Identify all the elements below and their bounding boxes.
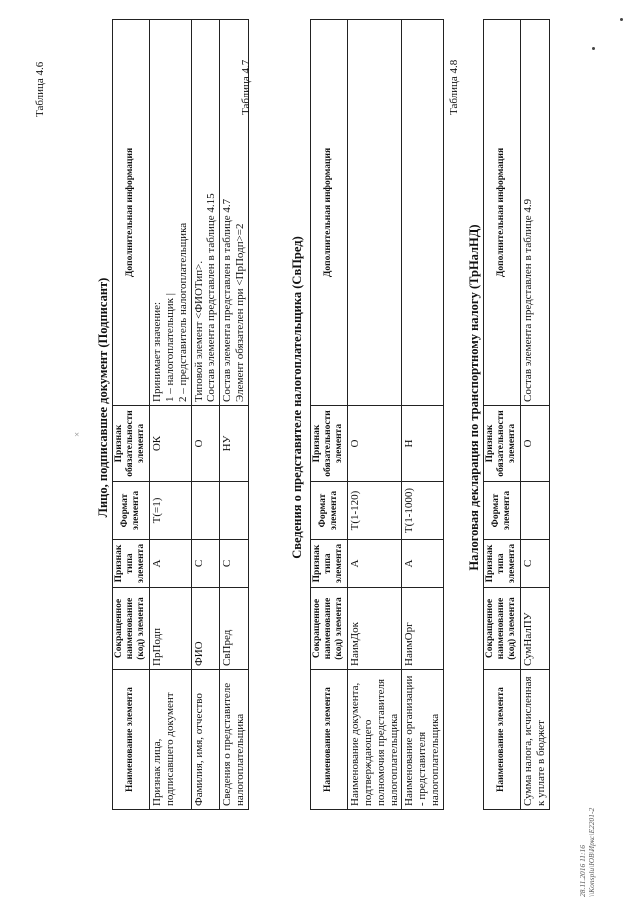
cell-required: ОК xyxy=(149,406,191,482)
cell-required: О xyxy=(191,406,220,482)
file-path: \\Konsplu\ЮВ\Иркс\Е2201-2 xyxy=(587,807,597,897)
cell-code: СвПред xyxy=(220,588,249,670)
cell-name: Фамилия, имя, отчество xyxy=(191,670,220,810)
cell-name: Сведения о представителе налогоплательщика xyxy=(220,670,249,810)
cell-info: Состав элемента представлен в таблице 4.7 Элемент обязателен при <ПрПодп>=2 xyxy=(220,20,249,406)
table-row xyxy=(347,20,402,810)
header-type: Признак типа элемента xyxy=(484,540,521,588)
header-code: Сокращенное наименование (код) элемента xyxy=(311,588,348,670)
table-4-7-title: Сведения о представителе налогоплательщика (СвПред) xyxy=(290,236,304,559)
table-row xyxy=(520,20,549,810)
cell-info: Состав элемента представлен в таблице 4.9 xyxy=(520,20,549,406)
header-required: Признак обязательности элемента xyxy=(113,406,150,482)
cell-code: ПрПодп xyxy=(149,588,191,670)
cell-name: Наименование организации - представителя налогоплательщика xyxy=(402,670,444,810)
cell-name: Сумма налога, исчисленная к уплате в бюджет xyxy=(520,670,549,810)
cell-info xyxy=(402,20,444,406)
cell-type: С xyxy=(520,540,549,588)
cell-info: Типовой элемент <ФИОТип>. Состав элемента представлен в таблице 4.15 xyxy=(191,20,220,406)
cell-code: ФИО xyxy=(191,588,220,670)
table-4-8-title: Налоговая декларация по транспортному налогу (ТрНалНД) xyxy=(467,224,481,571)
cell-format xyxy=(220,482,249,540)
table-4-6-title: Лицо, подписавшее документ (Подписант) xyxy=(96,277,110,518)
header-required: Признак обязательности элемента xyxy=(484,406,521,482)
table-row xyxy=(191,20,220,810)
header-info: Дополнительная информация xyxy=(311,20,348,406)
header-info: Дополнительная информация xyxy=(484,20,521,406)
cell-format: T(1-120) xyxy=(347,482,402,540)
cell-code: НаимДок xyxy=(347,588,402,670)
header-code: Сокращенное наименование (код) элемента xyxy=(484,588,521,670)
cell-required: О xyxy=(347,406,402,482)
header-info: Дополнительная информация xyxy=(113,20,150,406)
table-4-6-caption: Таблица 4.6 xyxy=(34,61,46,117)
header-code: Сокращенное наименование (код) элемента xyxy=(113,588,150,670)
scan-dot xyxy=(620,18,623,21)
cell-type: С xyxy=(220,540,249,588)
header-name: Наименование элемента xyxy=(311,670,348,810)
cell-required: НУ xyxy=(220,406,249,482)
cell-format: T(=1) xyxy=(149,482,191,540)
scan-mark: × xyxy=(72,431,82,437)
table-4-6-header-row xyxy=(113,20,150,810)
cell-format xyxy=(191,482,220,540)
cell-type: А xyxy=(347,540,402,588)
table-4-6 xyxy=(112,19,249,810)
table-row xyxy=(220,20,249,810)
scan-dot xyxy=(592,47,595,50)
table-4-7-header-row xyxy=(311,20,348,810)
table-row xyxy=(149,20,191,810)
print-timestamp: 28.11.2016 11:16 xyxy=(578,844,587,897)
cell-code: СумНалПУ xyxy=(520,588,549,670)
cell-name: Признак лица, подписавшего документ xyxy=(149,670,191,810)
table-4-7-caption: Таблица 4.7 xyxy=(240,59,252,115)
cell-required: О xyxy=(520,406,549,482)
table-4-7 xyxy=(310,19,444,810)
table-4-8-header-row xyxy=(484,20,521,810)
cell-code: НаимОрг xyxy=(402,588,444,670)
cell-type: С xyxy=(191,540,220,588)
header-type: Признак типа элемента xyxy=(311,540,348,588)
table-row xyxy=(402,20,444,810)
cell-required: Н xyxy=(402,406,444,482)
header-format: Формат элемента xyxy=(311,482,348,540)
header-required: Признак обязательности элемента xyxy=(311,406,348,482)
header-format: Формат элемента xyxy=(113,482,150,540)
table-4-8 xyxy=(483,19,550,810)
cell-type: А xyxy=(149,540,191,588)
header-type: Признак типа элемента xyxy=(113,540,150,588)
cell-name: Наименование документа, подтверждающего полномочия представителя налогоплательщика xyxy=(347,670,402,810)
cell-format: T(1-1000) xyxy=(402,482,444,540)
cell-type: А xyxy=(402,540,444,588)
table-4-8-caption: Таблица 4.8 xyxy=(448,59,460,115)
cell-info: Принимает значение: 1 – налогоплательщик | 2 – представитель налогоплательщика xyxy=(149,20,191,406)
header-name: Наименование элемента xyxy=(484,670,521,810)
cell-info xyxy=(347,20,402,406)
header-name: Наименование элемента xyxy=(113,670,150,810)
print-footer xyxy=(578,808,597,897)
cell-format xyxy=(520,482,549,540)
header-format: Формат элемента xyxy=(484,482,521,540)
